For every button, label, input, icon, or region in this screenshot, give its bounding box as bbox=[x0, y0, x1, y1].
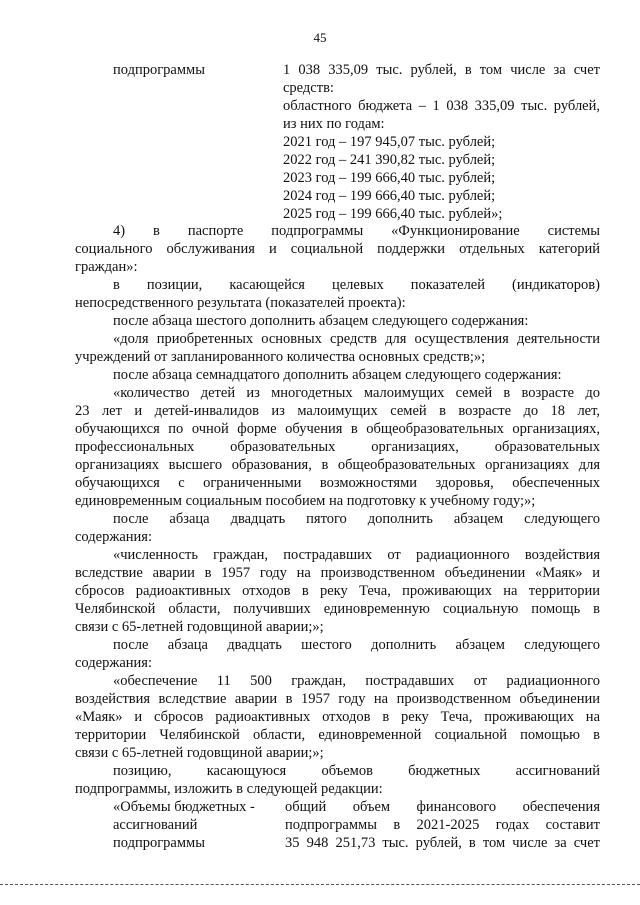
table-right-line: 2022 год – 241 390,82 тыс. рублей; bbox=[283, 152, 496, 168]
table-left-label: подпрограммы bbox=[113, 835, 205, 851]
table-right-line: 2023 год – 199 666,40 тыс. рублей; bbox=[283, 170, 496, 186]
table-right-line: общий объем финансового обеспечения bbox=[285, 799, 600, 815]
body-line: позицию, касающуюся объемов бюджетных ассигнований bbox=[113, 763, 600, 779]
body-line: связи с 65-летней годовщиной аварии;»; bbox=[75, 745, 324, 761]
body-line: вследствие аварии в 1957 году на производственном объединении «Маяк» и bbox=[75, 565, 600, 581]
body-line: после абзаца двадцать пятого дополнить абзацем следующего bbox=[113, 511, 600, 527]
table-right-line: 1 038 335,09 тыс. рублей, в том числе за счет bbox=[283, 62, 600, 78]
body-line: обучающихся по очной форме обучения в общеобразовательных организациях, bbox=[75, 421, 600, 437]
table-left-label: подпрограммы bbox=[113, 62, 205, 78]
page-number: 45 bbox=[313, 30, 327, 45]
body-line: сбросов радиоактивных отходов в реку Теча, проживающих на территории bbox=[75, 583, 600, 599]
body-line: 4) в паспорте подпрограммы «Функционирование системы bbox=[113, 223, 600, 239]
body-line: обучающихся с ограниченными возможностями здоровья, обеспеченных bbox=[75, 475, 600, 491]
body-line: «количество детей из многодетных малоимущих семей в возрасте до bbox=[113, 385, 600, 401]
table-left-label: ассигнований bbox=[113, 817, 198, 833]
table-right-line: областного бюджета – 1 038 335,09 тыс. рублей, bbox=[283, 98, 600, 114]
body-line: профессиональных образовательных организациях, образовательных bbox=[75, 439, 600, 455]
body-line: учреждений от запланированного количества основных средств;»; bbox=[75, 349, 486, 365]
body-line: «доля приобретенных основных средств для осуществления деятельности bbox=[113, 331, 600, 347]
body-line: социального обслуживания и социальной поддержки отдельных категорий bbox=[75, 241, 600, 257]
body-line: организациях высшего образования, в общеобразовательных организациях для bbox=[75, 457, 600, 473]
body-line: после абзаца шестого дополнить абзацем следующего содержания: bbox=[113, 313, 529, 329]
body-line: «численность граждан, пострадавших от радиационного воздействия bbox=[113, 547, 600, 563]
body-line: единовременным социальным пособием на подготовку к учебному году;»; bbox=[75, 493, 536, 509]
body-line: граждан»: bbox=[75, 259, 138, 275]
body-line: «обеспечение 11 500 граждан, пострадавших от радиационного bbox=[113, 673, 600, 689]
body-line: территории Челябинской области, единовременной социальной помощью в bbox=[75, 727, 600, 743]
table-right-line: 2024 год – 199 666,40 тыс. рублей; bbox=[283, 188, 496, 204]
table-right-line: средств: bbox=[283, 80, 334, 96]
body-line: в позиции, касающейся целевых показателей (индикаторов) bbox=[113, 277, 600, 293]
table-right-line: 2021 год – 197 945,07 тыс. рублей; bbox=[283, 134, 496, 150]
table-left-label: «Объемы бюджетных - bbox=[113, 799, 255, 815]
body-line: Челябинской области, получивших единовременную социальную помощь в bbox=[75, 601, 600, 617]
body-line: подпрограммы, изложить в следующей редакции: bbox=[75, 781, 383, 797]
body-line: содержания: bbox=[75, 655, 153, 671]
table-right-line: из них по годам: bbox=[283, 116, 385, 132]
table-right-line: 35 948 251,73 тыс. рублей, в том числе за счет bbox=[285, 835, 600, 851]
table-right-line: 2025 год – 199 666,40 тыс. рублей»; bbox=[283, 206, 503, 222]
table-right-line: подпрограммы в 2021-2025 годах составит bbox=[285, 817, 600, 833]
page-bottom-divider bbox=[0, 884, 640, 885]
body-line: после абзаца семнадцатого дополнить абзацем следующего содержания: bbox=[113, 367, 562, 383]
body-line: воздействия вследствие аварии в 1957 году на производственном объединении bbox=[75, 691, 600, 707]
body-line: содержания: bbox=[75, 529, 153, 545]
body-line: после абзаца двадцать шестого дополнить абзацем следующего bbox=[113, 637, 600, 653]
body-line: непосредственного результата (показателей проекта): bbox=[75, 295, 406, 311]
body-line: «Маяк» и сбросов радиоактивных отходов в реку Теча, проживающих на bbox=[75, 709, 600, 725]
body-line: связи с 65-летней годовщиной аварии;»; bbox=[75, 619, 324, 635]
body-line: 23 лет и детей-инвалидов из малоимущих семей в возрасте до 18 лет, bbox=[75, 403, 600, 419]
